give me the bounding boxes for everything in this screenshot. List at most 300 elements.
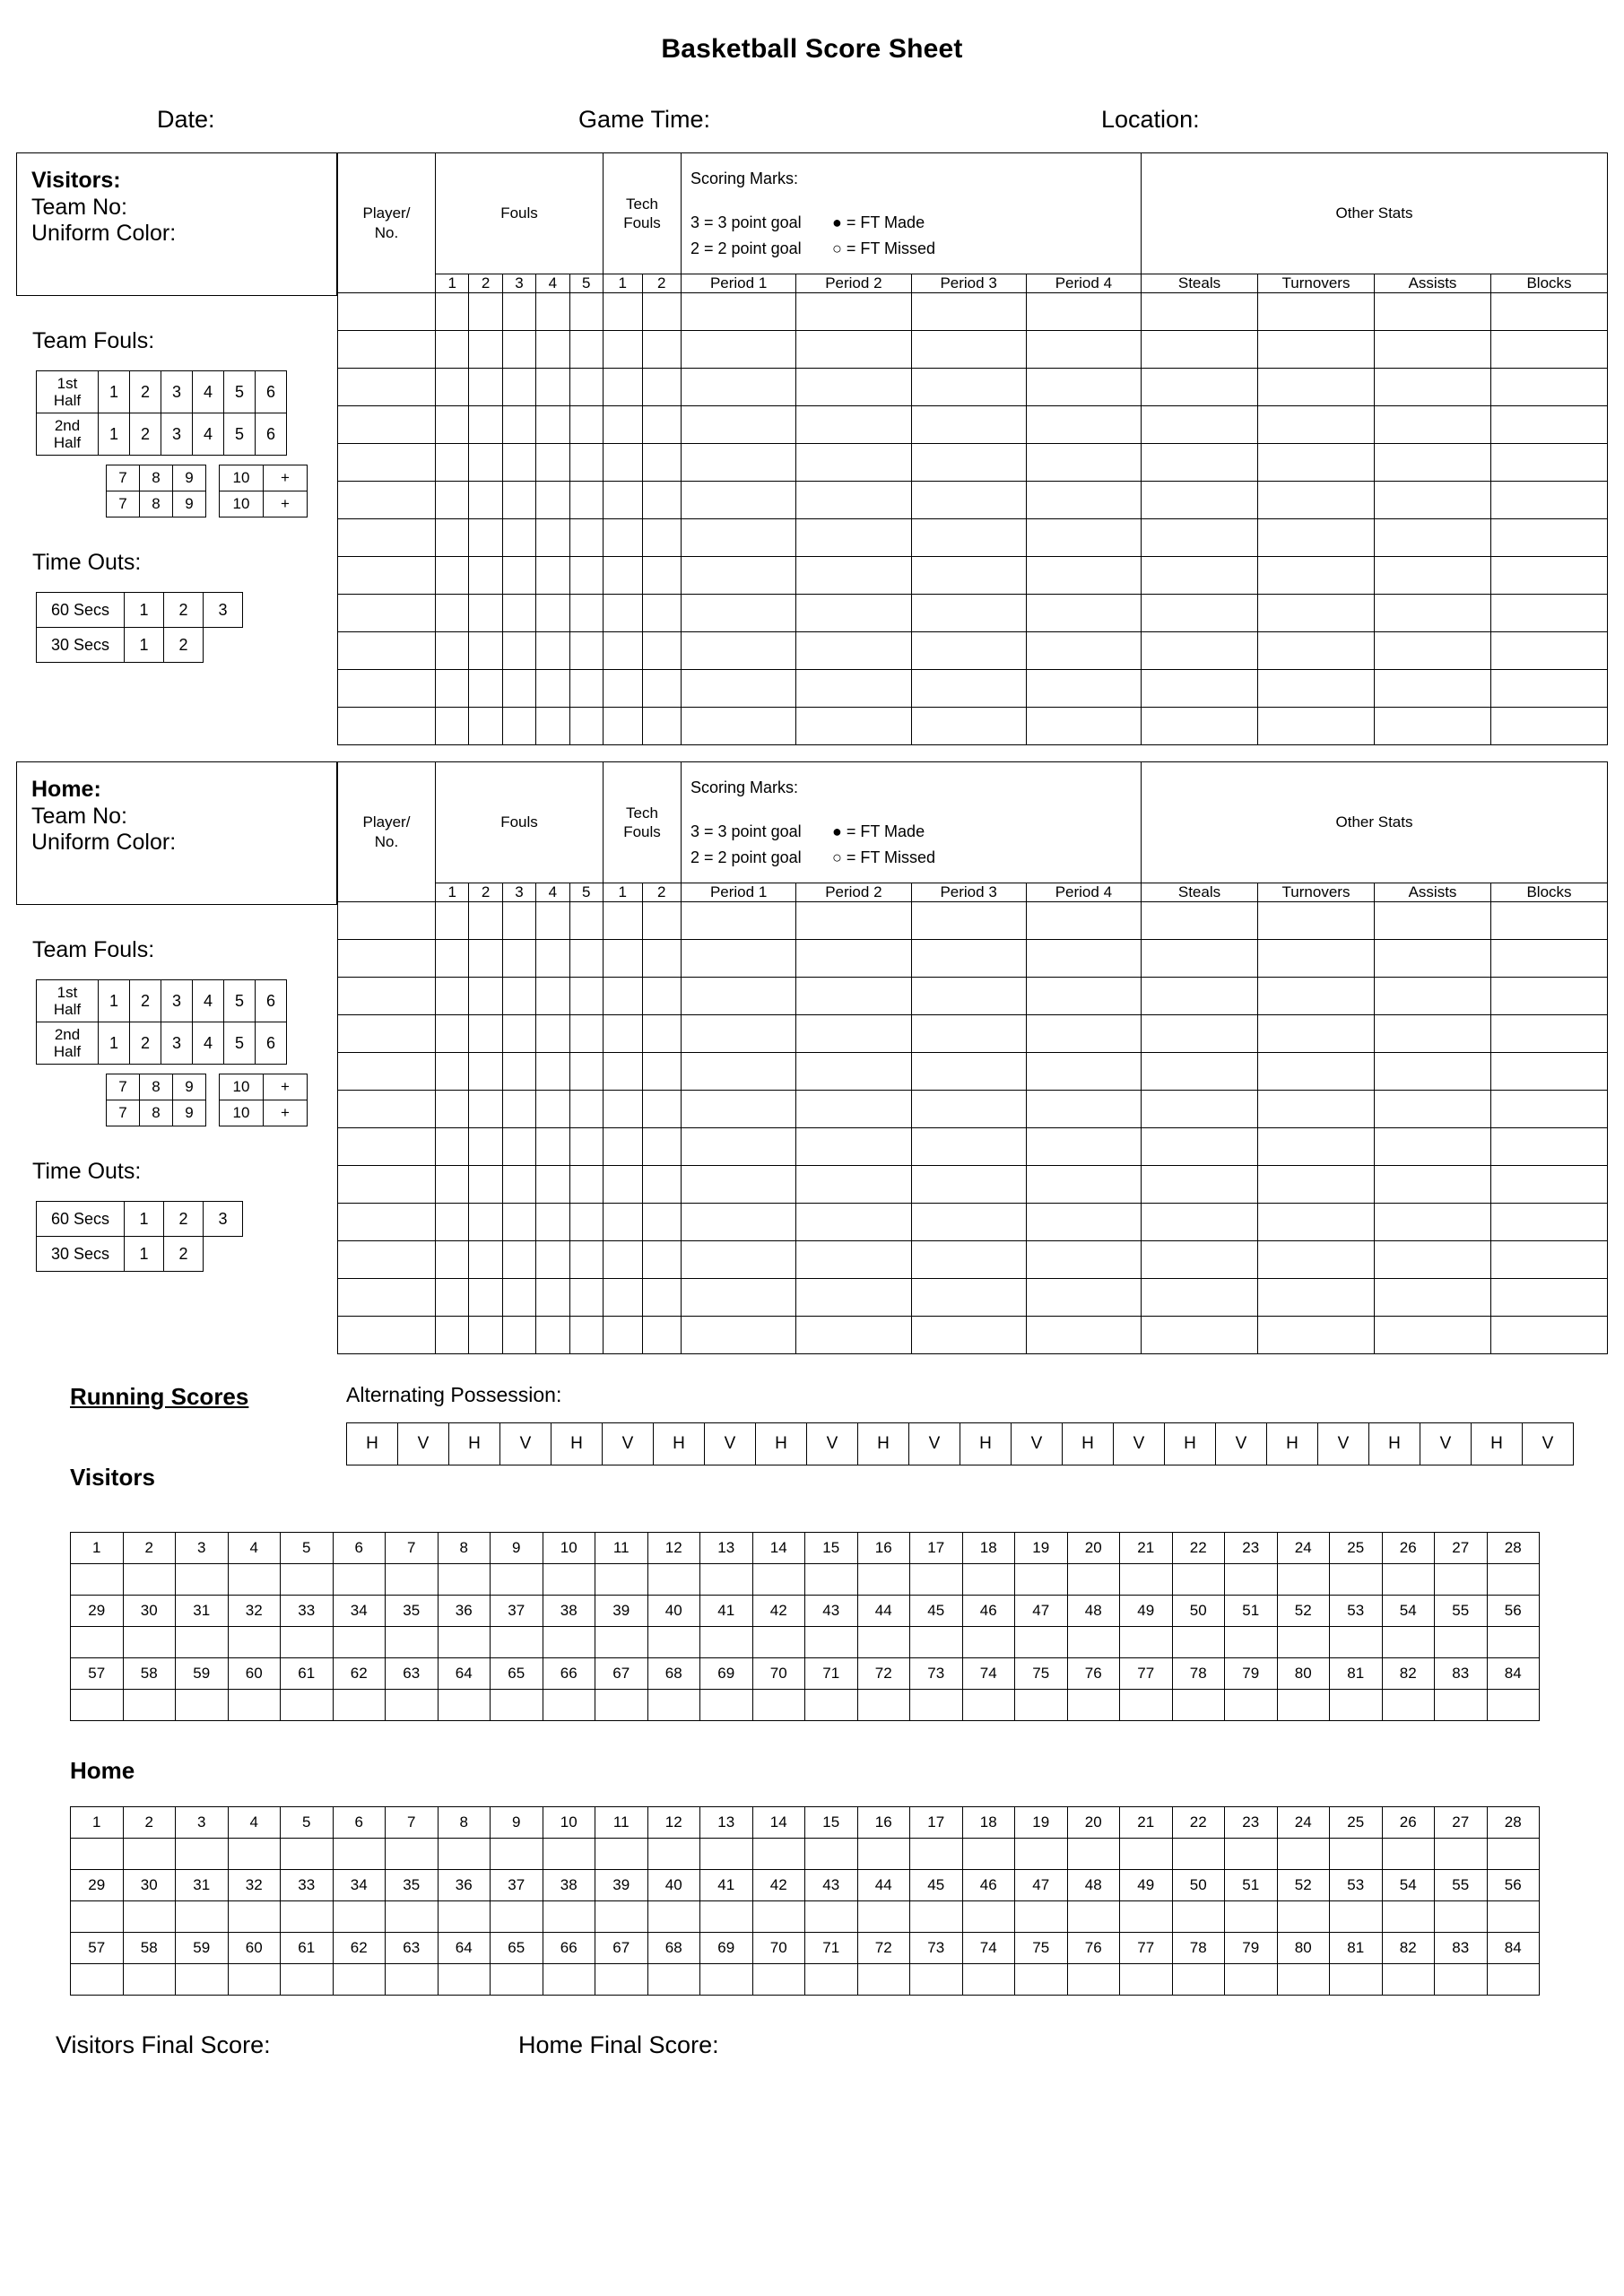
running-score-entry-cell[interactable] xyxy=(752,1627,805,1658)
player-stat-cell[interactable] xyxy=(1142,1128,1258,1166)
player-stat-cell[interactable] xyxy=(1491,708,1608,745)
player-stat-cell[interactable] xyxy=(1258,940,1375,978)
player-stat-cell[interactable] xyxy=(1375,1053,1491,1091)
player-stat-cell[interactable] xyxy=(436,482,469,519)
running-score-entry-cell[interactable] xyxy=(386,1690,439,1721)
home-team-no-label[interactable]: Team No: xyxy=(31,803,127,829)
timeout-count-cell[interactable]: 1 xyxy=(125,628,164,663)
player-stat-cell[interactable] xyxy=(796,632,911,670)
player-stat-cell[interactable] xyxy=(502,595,535,632)
player-stat-cell[interactable] xyxy=(911,293,1026,331)
player-stat-cell[interactable] xyxy=(1375,902,1491,940)
player-stat-cell[interactable] xyxy=(469,632,502,670)
player-stat-cell[interactable] xyxy=(911,369,1026,406)
player-stat-cell[interactable] xyxy=(469,1317,502,1354)
player-stat-cell[interactable] xyxy=(338,1241,436,1279)
player-stat-cell[interactable] xyxy=(469,902,502,940)
player-stat-cell[interactable] xyxy=(436,406,469,444)
timeout-count-cell[interactable]: 2 xyxy=(164,1202,204,1237)
running-score-entry-cell[interactable] xyxy=(1225,1564,1278,1596)
home-stat-table[interactable] xyxy=(337,761,1608,1354)
player-stat-cell[interactable] xyxy=(1375,293,1491,331)
running-score-entry-cell[interactable] xyxy=(438,1901,491,1933)
player-stat-cell[interactable] xyxy=(502,482,535,519)
player-stat-cell[interactable] xyxy=(1258,1204,1375,1241)
player-stat-cell[interactable] xyxy=(1026,1053,1141,1091)
player-stat-cell[interactable] xyxy=(682,595,796,632)
alternating-possession-cell[interactable]: V xyxy=(1012,1423,1063,1465)
player-stat-cell[interactable] xyxy=(682,708,796,745)
player-stat-cell[interactable] xyxy=(338,444,436,482)
player-stat-cell[interactable] xyxy=(911,331,1026,369)
player-stat-cell[interactable] xyxy=(569,1204,603,1241)
player-stat-cell[interactable] xyxy=(502,1317,535,1354)
running-score-entry-cell[interactable] xyxy=(1120,1839,1173,1870)
visitors-final-score-label[interactable]: Visitors Final Score: xyxy=(56,2031,271,2058)
visitors-timeouts-table[interactable] xyxy=(36,592,243,663)
player-stat-cell[interactable] xyxy=(1026,595,1141,632)
running-score-entry-cell[interactable] xyxy=(1172,1839,1225,1870)
player-stat-cell[interactable] xyxy=(502,1091,535,1128)
player-stat-cell[interactable] xyxy=(569,1317,603,1354)
player-stat-cell[interactable] xyxy=(338,1317,436,1354)
team-foul-count-cell[interactable]: 5 xyxy=(224,1022,256,1065)
team-foul-count-cell[interactable]: 10 xyxy=(220,491,264,517)
alternating-possession-cell[interactable]: V xyxy=(1523,1423,1574,1465)
player-stat-cell[interactable] xyxy=(1142,369,1258,406)
player-stat-cell[interactable] xyxy=(1491,940,1608,978)
alternating-possession-cell[interactable]: V xyxy=(603,1423,654,1465)
visitors-stat-body[interactable] xyxy=(338,293,1608,745)
player-stat-cell[interactable] xyxy=(1026,293,1141,331)
player-stat-cell[interactable] xyxy=(1026,902,1141,940)
running-score-entry-cell[interactable] xyxy=(1382,1690,1435,1721)
player-stat-cell[interactable] xyxy=(1258,708,1375,745)
player-stat-cell[interactable] xyxy=(502,369,535,406)
player-stat-cell[interactable] xyxy=(682,482,796,519)
player-stat-cell[interactable] xyxy=(338,557,436,595)
running-score-entry-cell[interactable] xyxy=(1382,1627,1435,1658)
player-stat-cell[interactable] xyxy=(1491,1015,1608,1053)
player-stat-cell[interactable] xyxy=(1142,557,1258,595)
player-stat-cell[interactable] xyxy=(1491,1204,1608,1241)
player-stat-cell[interactable] xyxy=(1026,444,1141,482)
player-stat-cell[interactable] xyxy=(796,1204,911,1241)
player-stat-cell[interactable] xyxy=(1491,1241,1608,1279)
player-stat-cell[interactable] xyxy=(469,670,502,708)
timeout-count-cell[interactable]: 1 xyxy=(125,1202,164,1237)
running-score-entry-cell[interactable] xyxy=(647,1964,700,1996)
home-team-fouls-table[interactable] xyxy=(36,979,287,1065)
team-foul-count-cell[interactable]: 8 xyxy=(140,1100,173,1126)
player-stat-cell[interactable] xyxy=(1026,1279,1141,1317)
player-stat-cell[interactable] xyxy=(604,940,643,978)
running-score-entry-cell[interactable] xyxy=(1015,1564,1068,1596)
running-score-entry-cell[interactable] xyxy=(1067,1964,1120,1996)
player-stat-cell[interactable] xyxy=(604,369,643,406)
player-stat-cell[interactable] xyxy=(682,670,796,708)
player-stat-cell[interactable] xyxy=(642,1091,682,1128)
alternating-possession-cell[interactable]: V xyxy=(1114,1423,1165,1465)
player-stat-cell[interactable] xyxy=(1491,632,1608,670)
player-stat-cell[interactable] xyxy=(469,708,502,745)
player-stat-cell[interactable] xyxy=(502,1128,535,1166)
player-stat-cell[interactable] xyxy=(469,1279,502,1317)
player-stat-cell[interactable] xyxy=(682,902,796,940)
team-foul-count-cell[interactable]: 9 xyxy=(173,1100,206,1126)
team-foul-count-cell[interactable]: 8 xyxy=(140,1074,173,1100)
player-stat-cell[interactable] xyxy=(1491,902,1608,940)
player-stat-cell[interactable] xyxy=(1142,1015,1258,1053)
team-foul-count-cell[interactable]: 6 xyxy=(256,1022,287,1065)
player-stat-cell[interactable] xyxy=(1258,1279,1375,1317)
running-score-entry-cell[interactable] xyxy=(1172,1564,1225,1596)
player-stat-cell[interactable] xyxy=(502,978,535,1015)
player-stat-cell[interactable] xyxy=(502,632,535,670)
running-score-entry-cell[interactable] xyxy=(595,1964,648,1996)
running-score-entry-cell[interactable] xyxy=(228,1901,281,1933)
running-score-entry-cell[interactable] xyxy=(805,1690,858,1721)
player-stat-cell[interactable] xyxy=(604,1317,643,1354)
player-stat-cell[interactable] xyxy=(911,1279,1026,1317)
player-stat-cell[interactable] xyxy=(796,708,911,745)
player-stat-cell[interactable] xyxy=(338,708,436,745)
running-score-entry-cell[interactable] xyxy=(1277,1964,1330,1996)
player-stat-cell[interactable] xyxy=(469,978,502,1015)
running-score-entry-cell[interactable] xyxy=(491,1690,543,1721)
team-foul-count-cell[interactable]: 6 xyxy=(256,371,287,413)
player-stat-cell[interactable] xyxy=(911,1166,1026,1204)
running-score-entry-cell[interactable] xyxy=(647,1564,700,1596)
running-score-entry-cell[interactable] xyxy=(543,1690,595,1721)
player-stat-cell[interactable] xyxy=(604,632,643,670)
player-stat-cell[interactable] xyxy=(338,1204,436,1241)
player-stat-cell[interactable] xyxy=(469,940,502,978)
player-stat-cell[interactable] xyxy=(1142,632,1258,670)
team-foul-count-cell[interactable]: 4 xyxy=(193,371,224,413)
running-score-entry-cell[interactable] xyxy=(1067,1839,1120,1870)
team-foul-count-cell[interactable]: 7 xyxy=(107,465,140,491)
player-stat-cell[interactable] xyxy=(338,331,436,369)
running-score-entry-cell[interactable] xyxy=(1225,1690,1278,1721)
running-score-entry-cell[interactable] xyxy=(1487,1627,1540,1658)
player-stat-cell[interactable] xyxy=(469,482,502,519)
running-score-entry-cell[interactable] xyxy=(805,1627,858,1658)
running-score-entry-cell[interactable] xyxy=(333,1964,386,1996)
running-score-entry-cell[interactable] xyxy=(491,1964,543,1996)
running-score-entry-cell[interactable] xyxy=(700,1564,753,1596)
player-stat-cell[interactable] xyxy=(911,557,1026,595)
team-foul-count-cell[interactable]: 3 xyxy=(161,371,193,413)
running-score-entry-cell[interactable] xyxy=(1225,1901,1278,1933)
player-stat-cell[interactable] xyxy=(911,670,1026,708)
player-stat-cell[interactable] xyxy=(1375,369,1491,406)
running-score-entry-cell[interactable] xyxy=(1330,1627,1383,1658)
player-stat-cell[interactable] xyxy=(338,519,436,557)
home-timeouts-table[interactable] xyxy=(36,1201,243,1272)
player-stat-cell[interactable] xyxy=(911,1015,1026,1053)
running-score-entry-cell[interactable] xyxy=(176,1627,229,1658)
player-stat-cell[interactable] xyxy=(604,1091,643,1128)
player-stat-cell[interactable] xyxy=(796,1166,911,1204)
running-score-entry-cell[interactable] xyxy=(910,1564,963,1596)
player-stat-cell[interactable] xyxy=(536,595,569,632)
player-stat-cell[interactable] xyxy=(1375,1091,1491,1128)
running-score-entry-cell[interactable] xyxy=(1435,1964,1488,1996)
player-stat-cell[interactable] xyxy=(1026,482,1141,519)
team-foul-count-cell[interactable]: 10 xyxy=(220,1100,264,1126)
player-stat-cell[interactable] xyxy=(569,293,603,331)
player-stat-cell[interactable] xyxy=(682,1091,796,1128)
player-stat-cell[interactable] xyxy=(796,1091,911,1128)
running-score-entry-cell[interactable] xyxy=(1330,1839,1383,1870)
running-score-entry-cell[interactable] xyxy=(71,1690,124,1721)
player-stat-cell[interactable] xyxy=(604,557,643,595)
player-stat-cell[interactable] xyxy=(338,1015,436,1053)
player-stat-cell[interactable] xyxy=(682,519,796,557)
alternating-possession-cell[interactable]: V xyxy=(705,1423,756,1465)
timeout-count-cell[interactable]: 2 xyxy=(164,593,204,628)
player-stat-cell[interactable] xyxy=(569,1091,603,1128)
player-stat-cell[interactable] xyxy=(1375,670,1491,708)
running-score-entry-cell[interactable] xyxy=(71,1901,124,1933)
player-stat-cell[interactable] xyxy=(1491,1166,1608,1204)
player-stat-cell[interactable] xyxy=(1258,369,1375,406)
player-stat-cell[interactable] xyxy=(569,670,603,708)
alternating-possession-cell[interactable]: V xyxy=(807,1423,858,1465)
running-score-entry-cell[interactable] xyxy=(1330,1564,1383,1596)
running-score-entry-cell[interactable] xyxy=(910,1964,963,1996)
player-stat-cell[interactable] xyxy=(682,293,796,331)
player-stat-cell[interactable] xyxy=(569,902,603,940)
player-stat-cell[interactable] xyxy=(502,1015,535,1053)
player-stat-cell[interactable] xyxy=(1258,1317,1375,1354)
running-score-entry-cell[interactable] xyxy=(123,1901,176,1933)
player-stat-cell[interactable] xyxy=(1142,1279,1258,1317)
running-score-entry-cell[interactable] xyxy=(910,1627,963,1658)
player-stat-cell[interactable] xyxy=(338,670,436,708)
running-score-entry-cell[interactable] xyxy=(752,1964,805,1996)
visitors-uniform-color-label[interactable]: Uniform Color: xyxy=(31,221,177,246)
player-stat-cell[interactable] xyxy=(642,406,682,444)
player-stat-cell[interactable] xyxy=(436,293,469,331)
running-score-entry-cell[interactable] xyxy=(281,1564,334,1596)
player-stat-cell[interactable] xyxy=(911,444,1026,482)
home-uniform-color-label[interactable]: Uniform Color: xyxy=(31,830,177,855)
timeout-count-cell[interactable]: 3 xyxy=(204,593,243,628)
player-stat-cell[interactable] xyxy=(796,1317,911,1354)
alternating-possession-cell[interactable]: H xyxy=(1369,1423,1420,1465)
running-score-entry-cell[interactable] xyxy=(228,1627,281,1658)
running-score-entry-cell[interactable] xyxy=(805,1564,858,1596)
player-stat-cell[interactable] xyxy=(1491,293,1608,331)
running-score-entry-cell[interactable] xyxy=(1015,1690,1068,1721)
player-stat-cell[interactable] xyxy=(796,902,911,940)
player-stat-cell[interactable] xyxy=(436,1166,469,1204)
running-score-entry-cell[interactable] xyxy=(176,1564,229,1596)
player-stat-cell[interactable] xyxy=(604,1128,643,1166)
player-stat-cell[interactable] xyxy=(569,978,603,1015)
player-stat-cell[interactable] xyxy=(1026,1128,1141,1166)
player-stat-cell[interactable] xyxy=(642,632,682,670)
running-score-entry-cell[interactable] xyxy=(281,1690,334,1721)
player-stat-cell[interactable] xyxy=(1258,406,1375,444)
player-stat-cell[interactable] xyxy=(502,708,535,745)
running-score-entry-cell[interactable] xyxy=(123,1964,176,1996)
team-foul-count-cell[interactable]: 9 xyxy=(173,491,206,517)
running-score-entry-cell[interactable] xyxy=(71,1564,124,1596)
player-stat-cell[interactable] xyxy=(338,369,436,406)
player-stat-cell[interactable] xyxy=(911,595,1026,632)
running-score-entry-cell[interactable] xyxy=(228,1564,281,1596)
team-foul-count-cell[interactable]: 5 xyxy=(224,371,256,413)
running-score-entry-cell[interactable] xyxy=(386,1964,439,1996)
player-stat-cell[interactable] xyxy=(1375,632,1491,670)
team-foul-count-cell[interactable]: 1 xyxy=(99,371,130,413)
player-stat-cell[interactable] xyxy=(1491,1128,1608,1166)
player-stat-cell[interactable] xyxy=(1491,557,1608,595)
player-stat-cell[interactable] xyxy=(604,1166,643,1204)
player-stat-cell[interactable] xyxy=(338,978,436,1015)
player-stat-cell[interactable] xyxy=(604,902,643,940)
player-stat-cell[interactable] xyxy=(569,595,603,632)
player-stat-cell[interactable] xyxy=(642,1053,682,1091)
player-stat-cell[interactable] xyxy=(642,482,682,519)
player-stat-cell[interactable] xyxy=(642,1015,682,1053)
player-stat-cell[interactable] xyxy=(911,940,1026,978)
player-stat-cell[interactable] xyxy=(1026,670,1141,708)
player-stat-cell[interactable] xyxy=(536,1091,569,1128)
running-score-entry-cell[interactable] xyxy=(595,1839,648,1870)
team-foul-count-cell[interactable]: + xyxy=(264,1074,308,1100)
player-stat-cell[interactable] xyxy=(796,670,911,708)
running-score-entry-cell[interactable] xyxy=(438,1964,491,1996)
running-score-entry-cell[interactable] xyxy=(228,1964,281,1996)
player-stat-cell[interactable] xyxy=(1142,293,1258,331)
player-stat-cell[interactable] xyxy=(569,632,603,670)
player-stat-cell[interactable] xyxy=(1026,1091,1141,1128)
player-stat-cell[interactable] xyxy=(796,978,911,1015)
running-score-entry-cell[interactable] xyxy=(1067,1627,1120,1658)
player-stat-cell[interactable] xyxy=(604,293,643,331)
player-stat-cell[interactable] xyxy=(1258,1015,1375,1053)
player-stat-cell[interactable] xyxy=(536,902,569,940)
running-score-entry-cell[interactable] xyxy=(333,1564,386,1596)
player-stat-cell[interactable] xyxy=(536,369,569,406)
player-stat-cell[interactable] xyxy=(796,557,911,595)
player-stat-cell[interactable] xyxy=(1258,293,1375,331)
player-stat-cell[interactable] xyxy=(1142,1317,1258,1354)
player-stat-cell[interactable] xyxy=(502,940,535,978)
player-stat-cell[interactable] xyxy=(536,1166,569,1204)
player-stat-cell[interactable] xyxy=(502,406,535,444)
team-foul-count-cell[interactable]: 10 xyxy=(220,465,264,491)
player-stat-cell[interactable] xyxy=(642,1128,682,1166)
player-stat-cell[interactable] xyxy=(536,670,569,708)
player-stat-cell[interactable] xyxy=(1258,670,1375,708)
team-foul-count-cell[interactable]: 4 xyxy=(193,1022,224,1065)
player-stat-cell[interactable] xyxy=(1142,595,1258,632)
player-stat-cell[interactable] xyxy=(642,902,682,940)
player-stat-cell[interactable] xyxy=(1491,444,1608,482)
timeout-count-cell[interactable]: 2 xyxy=(164,1237,204,1272)
player-stat-cell[interactable] xyxy=(536,406,569,444)
player-stat-cell[interactable] xyxy=(436,940,469,978)
player-stat-cell[interactable] xyxy=(1142,1091,1258,1128)
player-stat-cell[interactable] xyxy=(338,406,436,444)
running-score-entry-cell[interactable] xyxy=(1277,1627,1330,1658)
player-stat-cell[interactable] xyxy=(502,1241,535,1279)
player-stat-cell[interactable] xyxy=(604,978,643,1015)
running-score-entry-cell[interactable] xyxy=(752,1901,805,1933)
player-stat-cell[interactable] xyxy=(1375,940,1491,978)
running-score-entry-cell[interactable] xyxy=(647,1690,700,1721)
alternating-possession-cell[interactable]: H xyxy=(347,1423,398,1465)
player-stat-cell[interactable] xyxy=(469,1204,502,1241)
running-score-entry-cell[interactable] xyxy=(962,1964,1015,1996)
player-stat-cell[interactable] xyxy=(911,632,1026,670)
running-score-entry-cell[interactable] xyxy=(700,1627,753,1658)
running-score-entry-cell[interactable] xyxy=(595,1564,648,1596)
player-stat-cell[interactable] xyxy=(569,1053,603,1091)
player-stat-cell[interactable] xyxy=(911,519,1026,557)
team-foul-count-cell[interactable]: 6 xyxy=(256,413,287,456)
team-foul-count-cell[interactable]: 4 xyxy=(193,980,224,1022)
player-stat-cell[interactable] xyxy=(796,1279,911,1317)
running-score-entry-cell[interactable] xyxy=(752,1564,805,1596)
running-score-entry-cell[interactable] xyxy=(386,1564,439,1596)
player-stat-cell[interactable] xyxy=(436,444,469,482)
alternating-possession-cell[interactable]: H xyxy=(858,1423,909,1465)
running-score-entry-cell[interactable] xyxy=(123,1627,176,1658)
player-stat-cell[interactable] xyxy=(338,595,436,632)
home-fouls-ext-left[interactable] xyxy=(106,1074,206,1126)
player-stat-cell[interactable] xyxy=(1142,406,1258,444)
player-stat-cell[interactable] xyxy=(796,1241,911,1279)
player-stat-cell[interactable] xyxy=(642,444,682,482)
player-stat-cell[interactable] xyxy=(604,1204,643,1241)
alternating-possession-cell[interactable]: H xyxy=(1472,1423,1523,1465)
player-stat-cell[interactable] xyxy=(536,1241,569,1279)
running-score-entry-cell[interactable] xyxy=(857,1627,910,1658)
player-stat-cell[interactable] xyxy=(682,1015,796,1053)
running-score-entry-cell[interactable] xyxy=(1015,1964,1068,1996)
running-score-entry-cell[interactable] xyxy=(1435,1690,1488,1721)
running-score-entry-cell[interactable] xyxy=(857,1964,910,1996)
running-score-entry-cell[interactable] xyxy=(647,1901,700,1933)
running-score-entry-cell[interactable] xyxy=(543,1627,595,1658)
player-stat-cell[interactable] xyxy=(338,1166,436,1204)
running-score-entry-cell[interactable] xyxy=(1067,1690,1120,1721)
player-stat-cell[interactable] xyxy=(1026,406,1141,444)
running-score-entry-cell[interactable] xyxy=(1487,1964,1540,1996)
team-foul-count-cell[interactable]: + xyxy=(264,491,308,517)
running-score-entry-cell[interactable] xyxy=(333,1839,386,1870)
player-stat-cell[interactable] xyxy=(436,1204,469,1241)
player-stat-cell[interactable] xyxy=(569,1015,603,1053)
player-stat-cell[interactable] xyxy=(911,1053,1026,1091)
running-score-entry-cell[interactable] xyxy=(281,1964,334,1996)
running-score-entry-cell[interactable] xyxy=(176,1901,229,1933)
player-stat-cell[interactable] xyxy=(911,1091,1026,1128)
running-score-entry-cell[interactable] xyxy=(805,1839,858,1870)
player-stat-cell[interactable] xyxy=(1375,1015,1491,1053)
running-score-entry-cell[interactable] xyxy=(1435,1839,1488,1870)
player-stat-cell[interactable] xyxy=(536,978,569,1015)
running-score-entry-cell[interactable] xyxy=(1120,1964,1173,1996)
player-stat-cell[interactable] xyxy=(1258,632,1375,670)
player-stat-cell[interactable] xyxy=(569,1166,603,1204)
